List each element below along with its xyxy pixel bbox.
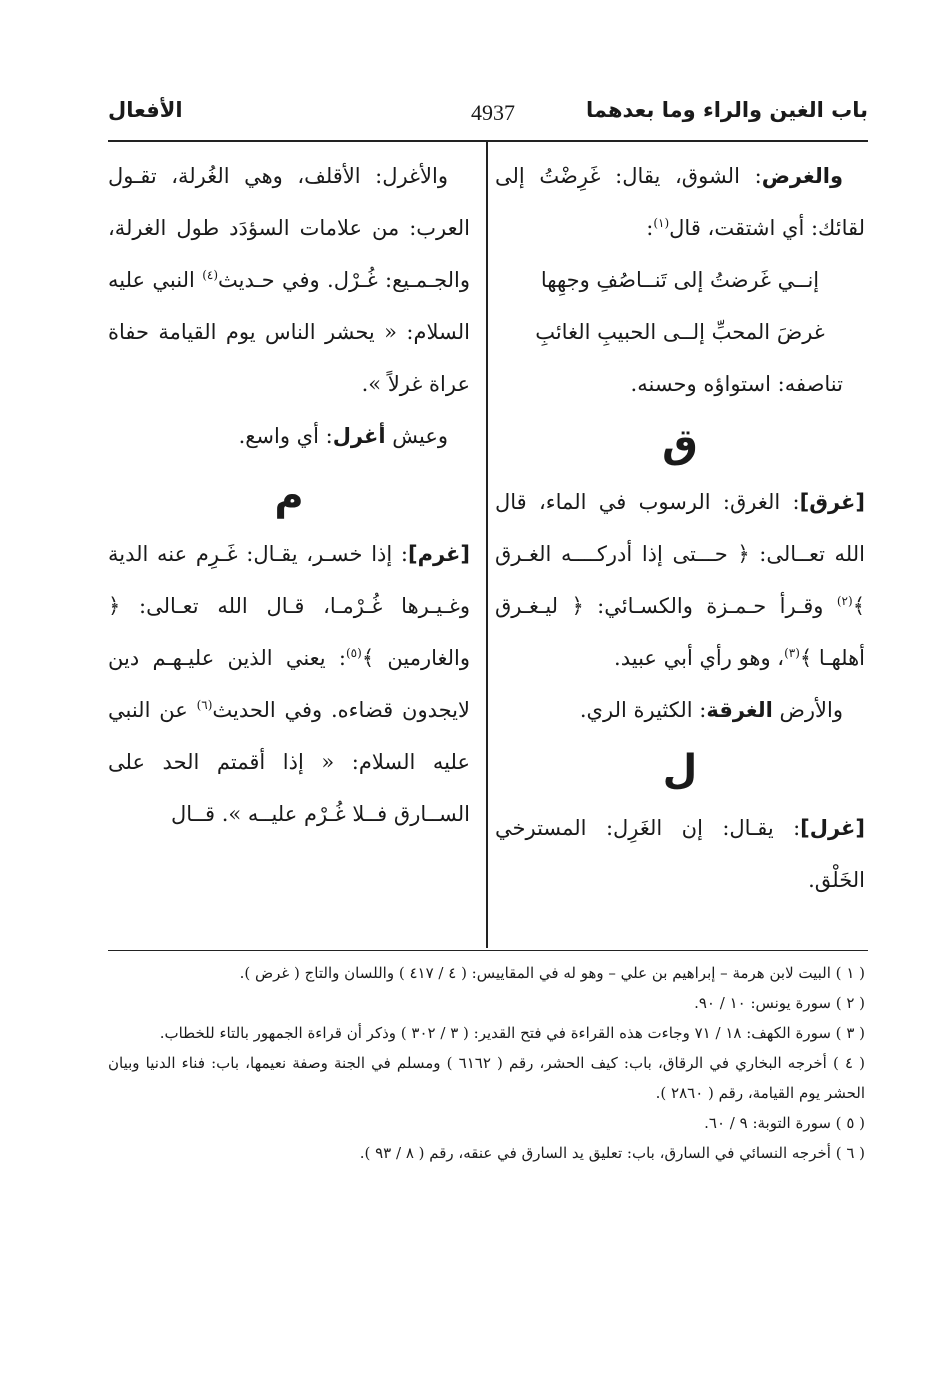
entry-gharad (495, 150, 865, 254)
footnote-1: ( ١ ) البيت لابن هرمة – إبراهيم بن علي – وهو له في المقاييس: ( ٤ / ٤١٧ ) واللسان والتاج ( غرض ). (239, 964, 865, 982)
section-letter-lam: ل (662, 747, 698, 793)
column-divider (486, 140, 488, 948)
section-letter-mim: م (274, 473, 304, 519)
entry-text: والأرض (779, 698, 843, 722)
footnote-4: ( ٤ ) أخرجه البخاري في الرقاق، باب: كيف الحشر، رقم ( ٦١٦٢ ) ومسلم في الجنة وصفة نعيمها، باب: فناء الدنيا وبيان الحشر يوم القيامة، رقم ( ٢٨٦٠ ). (108, 1054, 865, 1102)
entry-text: والأغرل: الأقلف، وهي الغُرلة، تقـول العرب: من علامات السؤدَد طول الغرلة، والجـمـيع: غُـرْل. وفي حـديث (108, 164, 470, 292)
entry-text: : الغرق: الرسوب في الماء، قال الله تعــالى: ﴿ حـــتى إذا أدركــــه الغـرق ﴾ (495, 490, 865, 618)
page-number: 4937 (471, 100, 515, 125)
entry-text: : (646, 216, 654, 240)
running-header (108, 98, 868, 132)
footnote-ref: (٢) (836, 594, 853, 608)
verse-line-2: غرضَ المحبِّ إلــى الحبيبِ الغائبِ (535, 320, 825, 344)
headword: والغرض (761, 164, 843, 188)
footnote-ref: (٦) (196, 698, 213, 712)
footnote-rule (108, 950, 868, 951)
right-column (495, 150, 865, 906)
footnote-ref: (١) (653, 216, 670, 230)
header-rule (108, 140, 868, 142)
footnote-ref: (٣) (784, 646, 800, 660)
entry-text: : أي واسع. (238, 424, 333, 448)
section-letter-qaf: ق (662, 421, 698, 467)
entry-aghral (108, 150, 470, 410)
entry-text: : الشوق، يقال: غَرِضْتُ إلى لقائك: أي اشتقت، قال (495, 164, 865, 240)
entry-aish-aghral (108, 410, 470, 462)
entry-text: عن النبي عليه السلام: « إذا أقمتم الحد على الســارق فــلا غُـرْم عليــه ». قــال (108, 698, 470, 826)
entry-text: ، وهو رأي أبي عبيد. (614, 646, 785, 670)
footnote-5: ( ٥ ) سورة التوبة: ٩ / ٦٠. (704, 1114, 865, 1132)
verse-line-1: إنــي غَرضتُ إلى تَنــاصُفِ وجهِها (540, 268, 820, 292)
entry-text: النبي عليه السلام: « يحشر الناس يوم القيامة حفاة عراة غرلاً ». (108, 268, 470, 396)
chapter-title: الأفعال (108, 98, 183, 122)
entry-text: : يقـال: إن الغَرِل: المسترخي الخَلْق. (495, 816, 865, 892)
entry-gharqa (495, 684, 865, 736)
left-column (108, 150, 470, 840)
entry-gharam (108, 528, 470, 840)
headword: [غرم] (408, 542, 470, 566)
section-title: باب الغين والراء وما بعدهما (586, 98, 868, 122)
entry-gharal (495, 802, 865, 906)
headword: أغرل (332, 424, 386, 448)
footnote-6: ( ٦ ) أخرجه النسائي في السارق، باب: تعليق يد السارق في عنقه، رقم ( ٨ / ٩٣ ). (359, 1144, 865, 1162)
entry-gloss: تناصفه: استواؤه وحسنه. (630, 372, 843, 396)
footnotes (108, 958, 865, 1168)
headword: [غرق] (799, 490, 865, 514)
entry-gharaq (495, 476, 865, 684)
footnote-ref: (٥) (345, 646, 362, 660)
footnote-ref: (٤) (202, 268, 219, 282)
footnote-2: ( ٢ ) سورة يونس: ١٠ / ٩٠. (694, 994, 865, 1012)
headword: [غرل] (800, 816, 865, 840)
headword: الغرقة (706, 698, 773, 722)
entry-text: وقـرأ حـمـزة والكسـائي: ﴿ ليـغـرق أهلهـا ﴾ (495, 594, 865, 670)
entry-text: : إذا خسـر، يقـال: غَـرِم عنه الدية وغـيـرها غُـرْمـا، قـال الله تعـالى: ﴿ والغارمين ﴾ (108, 542, 470, 670)
footnote-3: ( ٣ ) سورة الكهف: ١٨ / ٧١ وجاءت هذه القراءة في فتح القدير: ( ٣ / ٣٠٢ ) وذكر أن قراءة الجمهور بالتاء للخطاب. (159, 1024, 865, 1042)
entry-text: وعيش (392, 424, 448, 448)
entry-text: : الكثيرة الري. (579, 698, 707, 722)
entry-text: : يعني الذين عليـهـم دين لايجدون قضاءه. وفي الحديث (108, 646, 470, 722)
